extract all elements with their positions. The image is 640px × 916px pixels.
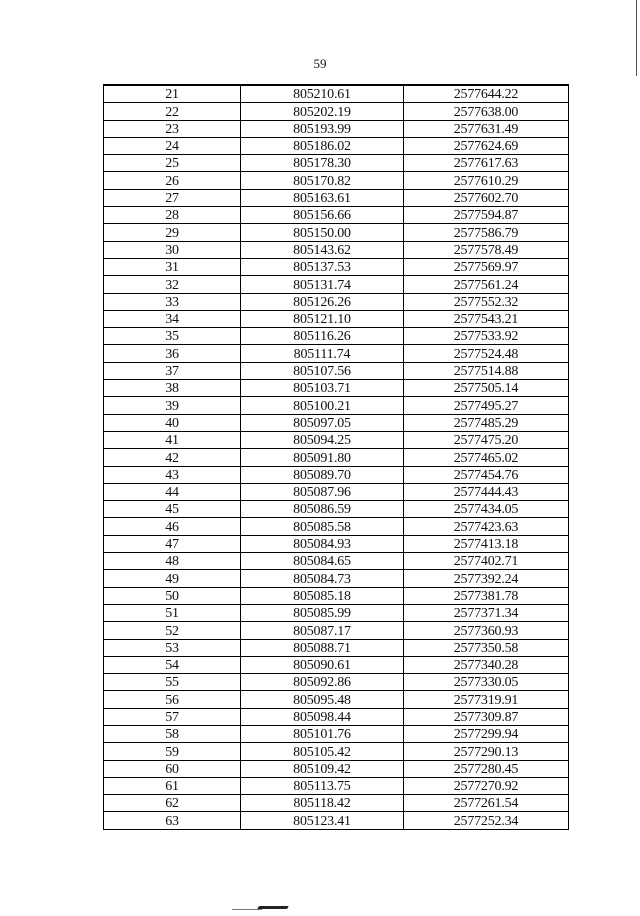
table-row xyxy=(104,639,569,656)
table-row xyxy=(104,535,569,552)
cell-y-coordinate: 2577261.54 xyxy=(404,795,569,812)
cell-point-number: 31 xyxy=(104,258,241,275)
coordinate-table xyxy=(103,84,569,830)
cell-y-coordinate: 2577392.24 xyxy=(404,570,569,587)
cell-x-coordinate: 805193.99 xyxy=(241,120,404,137)
cell-y-coordinate: 2577543.21 xyxy=(404,310,569,327)
cell-point-number: 28 xyxy=(104,207,241,224)
cell-x-coordinate: 805210.61 xyxy=(241,85,404,103)
cell-point-number: 25 xyxy=(104,155,241,172)
cell-x-coordinate: 805123.41 xyxy=(241,812,404,829)
cell-point-number: 63 xyxy=(104,812,241,829)
table-row xyxy=(104,310,569,327)
cell-x-coordinate: 805086.59 xyxy=(241,501,404,518)
cell-y-coordinate: 2577309.87 xyxy=(404,708,569,725)
table-row xyxy=(104,812,569,829)
cell-point-number: 30 xyxy=(104,241,241,258)
table-row xyxy=(104,777,569,794)
table-row xyxy=(104,518,569,535)
cell-x-coordinate: 805150.00 xyxy=(241,224,404,241)
table-row xyxy=(104,431,569,448)
cell-x-coordinate: 805101.76 xyxy=(241,725,404,742)
table-row xyxy=(104,345,569,362)
table-row xyxy=(104,224,569,241)
cell-y-coordinate: 2577423.63 xyxy=(404,518,569,535)
cell-y-coordinate: 2577290.13 xyxy=(404,743,569,760)
cell-y-coordinate: 2577434.05 xyxy=(404,501,569,518)
table-row xyxy=(104,691,569,708)
table-row xyxy=(104,466,569,483)
table-row xyxy=(104,414,569,431)
cell-y-coordinate: 2577413.18 xyxy=(404,535,569,552)
cell-point-number: 34 xyxy=(104,310,241,327)
cell-point-number: 61 xyxy=(104,777,241,794)
cell-x-coordinate: 805163.61 xyxy=(241,189,404,206)
cell-point-number: 39 xyxy=(104,397,241,414)
cell-x-coordinate: 805097.05 xyxy=(241,414,404,431)
cell-x-coordinate: 805113.75 xyxy=(241,777,404,794)
cell-x-coordinate: 805109.42 xyxy=(241,760,404,777)
cell-point-number: 60 xyxy=(104,760,241,777)
cell-point-number: 54 xyxy=(104,656,241,673)
cell-y-coordinate: 2577444.43 xyxy=(404,483,569,500)
cell-y-coordinate: 2577505.14 xyxy=(404,380,569,397)
cell-y-coordinate: 2577552.32 xyxy=(404,293,569,310)
cell-x-coordinate: 805105.42 xyxy=(241,743,404,760)
cell-y-coordinate: 2577465.02 xyxy=(404,449,569,466)
cell-y-coordinate: 2577602.70 xyxy=(404,189,569,206)
cell-x-coordinate: 805111.74 xyxy=(241,345,404,362)
cell-y-coordinate: 2577644.22 xyxy=(404,85,569,103)
cell-y-coordinate: 2577280.45 xyxy=(404,760,569,777)
cell-point-number: 57 xyxy=(104,708,241,725)
table-row xyxy=(104,241,569,258)
cell-y-coordinate: 2577594.87 xyxy=(404,207,569,224)
cell-y-coordinate: 2577617.63 xyxy=(404,155,569,172)
table-row xyxy=(104,743,569,760)
table-row xyxy=(104,725,569,742)
cell-y-coordinate: 2577524.48 xyxy=(404,345,569,362)
table-row xyxy=(104,795,569,812)
cell-point-number: 42 xyxy=(104,449,241,466)
cell-point-number: 23 xyxy=(104,120,241,137)
cell-point-number: 37 xyxy=(104,362,241,379)
cell-x-coordinate: 805088.71 xyxy=(241,639,404,656)
cell-point-number: 38 xyxy=(104,380,241,397)
cell-y-coordinate: 2577270.92 xyxy=(404,777,569,794)
table-row xyxy=(104,674,569,691)
cell-point-number: 22 xyxy=(104,103,241,120)
cell-x-coordinate: 805178.30 xyxy=(241,155,404,172)
cell-y-coordinate: 2577360.93 xyxy=(404,622,569,639)
cell-y-coordinate: 2577610.29 xyxy=(404,172,569,189)
cell-point-number: 41 xyxy=(104,431,241,448)
cell-x-coordinate: 805087.96 xyxy=(241,483,404,500)
cell-y-coordinate: 2577319.91 xyxy=(404,691,569,708)
cell-x-coordinate: 805090.61 xyxy=(241,656,404,673)
table-row xyxy=(104,362,569,379)
cell-x-coordinate: 805156.66 xyxy=(241,207,404,224)
cell-x-coordinate: 805084.93 xyxy=(241,535,404,552)
coordinate-table-body xyxy=(104,85,569,829)
scan-mark-artifact-tail xyxy=(232,909,262,910)
table-row xyxy=(104,622,569,639)
table-row xyxy=(104,587,569,604)
cell-x-coordinate: 805084.65 xyxy=(241,553,404,570)
table-row xyxy=(104,449,569,466)
cell-point-number: 55 xyxy=(104,674,241,691)
cell-y-coordinate: 2577561.24 xyxy=(404,276,569,293)
cell-x-coordinate: 805091.80 xyxy=(241,449,404,466)
table-row xyxy=(104,397,569,414)
cell-y-coordinate: 2577252.34 xyxy=(404,812,569,829)
cell-x-coordinate: 805085.99 xyxy=(241,604,404,621)
table-row xyxy=(104,501,569,518)
cell-x-coordinate: 805116.26 xyxy=(241,328,404,345)
cell-point-number: 48 xyxy=(104,553,241,570)
cell-y-coordinate: 2577340.28 xyxy=(404,656,569,673)
cell-y-coordinate: 2577371.34 xyxy=(404,604,569,621)
cell-x-coordinate: 805107.56 xyxy=(241,362,404,379)
table-row xyxy=(104,276,569,293)
cell-x-coordinate: 805186.02 xyxy=(241,137,404,154)
cell-y-coordinate: 2577624.69 xyxy=(404,137,569,154)
cell-y-coordinate: 2577631.49 xyxy=(404,120,569,137)
cell-x-coordinate: 805131.74 xyxy=(241,276,404,293)
table-row xyxy=(104,137,569,154)
cell-y-coordinate: 2577495.27 xyxy=(404,397,569,414)
table-row xyxy=(104,708,569,725)
cell-x-coordinate: 805118.42 xyxy=(241,795,404,812)
cell-point-number: 46 xyxy=(104,518,241,535)
cell-x-coordinate: 805087.17 xyxy=(241,622,404,639)
table-row xyxy=(104,207,569,224)
table-row xyxy=(104,570,569,587)
cell-point-number: 26 xyxy=(104,172,241,189)
cell-point-number: 58 xyxy=(104,725,241,742)
table-row xyxy=(104,760,569,777)
cell-y-coordinate: 2577578.49 xyxy=(404,241,569,258)
cell-point-number: 50 xyxy=(104,587,241,604)
cell-y-coordinate: 2577350.58 xyxy=(404,639,569,656)
table-row xyxy=(104,85,569,103)
cell-x-coordinate: 805170.82 xyxy=(241,172,404,189)
cell-point-number: 59 xyxy=(104,743,241,760)
cell-y-coordinate: 2577402.71 xyxy=(404,553,569,570)
table-row xyxy=(104,120,569,137)
cell-x-coordinate: 805103.71 xyxy=(241,380,404,397)
cell-point-number: 24 xyxy=(104,137,241,154)
cell-point-number: 51 xyxy=(104,604,241,621)
table-row xyxy=(104,293,569,310)
table-row xyxy=(104,172,569,189)
page-number: 59 xyxy=(313,56,327,71)
table-row xyxy=(104,258,569,275)
table-row xyxy=(104,553,569,570)
cell-x-coordinate: 805137.53 xyxy=(241,258,404,275)
cell-point-number: 43 xyxy=(104,466,241,483)
cell-y-coordinate: 2577299.94 xyxy=(404,725,569,742)
cell-x-coordinate: 805089.70 xyxy=(241,466,404,483)
cell-point-number: 52 xyxy=(104,622,241,639)
cell-x-coordinate: 805085.18 xyxy=(241,587,404,604)
cell-point-number: 44 xyxy=(104,483,241,500)
table-row xyxy=(104,328,569,345)
cell-y-coordinate: 2577475.20 xyxy=(404,431,569,448)
cell-point-number: 45 xyxy=(104,501,241,518)
cell-point-number: 49 xyxy=(104,570,241,587)
cell-point-number: 27 xyxy=(104,189,241,206)
cell-point-number: 56 xyxy=(104,691,241,708)
cell-y-coordinate: 2577454.76 xyxy=(404,466,569,483)
table-row xyxy=(104,189,569,206)
cell-x-coordinate: 805126.26 xyxy=(241,293,404,310)
cell-x-coordinate: 805084.73 xyxy=(241,570,404,587)
table-row xyxy=(104,656,569,673)
cell-x-coordinate: 805092.86 xyxy=(241,674,404,691)
cell-y-coordinate: 2577514.88 xyxy=(404,362,569,379)
table-row xyxy=(104,604,569,621)
cell-point-number: 40 xyxy=(104,414,241,431)
cell-point-number: 29 xyxy=(104,224,241,241)
cell-y-coordinate: 2577485.29 xyxy=(404,414,569,431)
cell-y-coordinate: 2577638.00 xyxy=(404,103,569,120)
cell-x-coordinate: 805202.19 xyxy=(241,103,404,120)
cell-x-coordinate: 805085.58 xyxy=(241,518,404,535)
cell-point-number: 21 xyxy=(104,85,241,103)
cell-x-coordinate: 805098.44 xyxy=(241,708,404,725)
cell-point-number: 36 xyxy=(104,345,241,362)
cell-point-number: 35 xyxy=(104,328,241,345)
cell-x-coordinate: 805121.10 xyxy=(241,310,404,327)
cell-y-coordinate: 2577586.79 xyxy=(404,224,569,241)
cell-x-coordinate: 805094.25 xyxy=(241,431,404,448)
cell-point-number: 47 xyxy=(104,535,241,552)
cell-y-coordinate: 2577330.05 xyxy=(404,674,569,691)
cell-point-number: 62 xyxy=(104,795,241,812)
cell-y-coordinate: 2577533.92 xyxy=(404,328,569,345)
cell-point-number: 33 xyxy=(104,293,241,310)
table-row xyxy=(104,380,569,397)
cell-x-coordinate: 805095.48 xyxy=(241,691,404,708)
cell-y-coordinate: 2577381.78 xyxy=(404,587,569,604)
table-row xyxy=(104,155,569,172)
scan-mark-artifact xyxy=(257,906,289,909)
cell-x-coordinate: 805100.21 xyxy=(241,397,404,414)
cell-point-number: 32 xyxy=(104,276,241,293)
cell-x-coordinate: 805143.62 xyxy=(241,241,404,258)
cell-point-number: 53 xyxy=(104,639,241,656)
table-row xyxy=(104,483,569,500)
cell-y-coordinate: 2577569.97 xyxy=(404,258,569,275)
table-row xyxy=(104,103,569,120)
